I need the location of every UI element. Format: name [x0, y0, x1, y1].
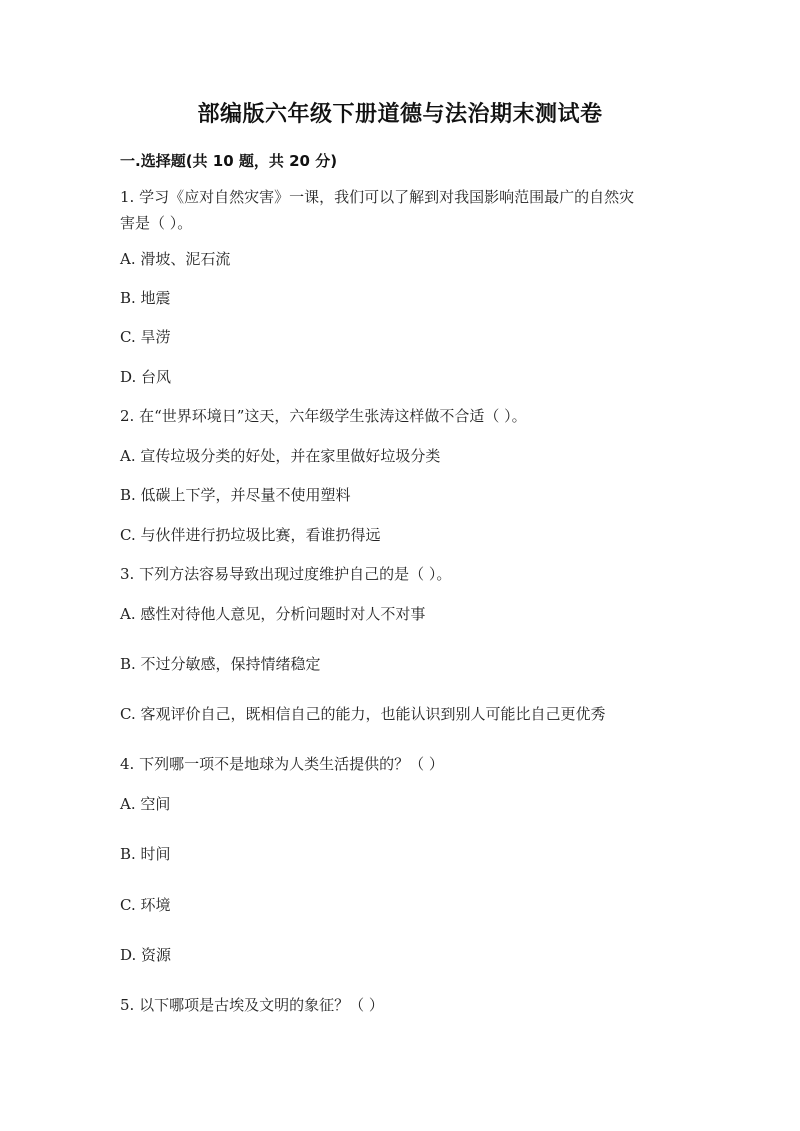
question-4-option-b: B. 时间 [120, 845, 171, 863]
question-3-stem: 3. 下列方法容易导致出现过度维护自己的是（ ）。 [120, 565, 452, 583]
question-2-stem: 2. 在“世界环境日”这天，六年级学生张涛这样做不合适（ ）。 [120, 407, 527, 425]
question-4-option-c: C. 环境 [120, 896, 171, 914]
page-title: 部编版六年级下册道德与法治期末测试卷 [197, 102, 603, 127]
question-2-option-b: B. 低碳上下学，并尽量不使用塑料 [120, 486, 351, 504]
question-3-option-b: B. 不过分敏感，保持情绪稳定 [120, 655, 321, 673]
question-1-option-c: C. 旱涝 [120, 328, 171, 346]
question-1-option-d: D. 台风 [120, 368, 172, 386]
question-4-option-d: D. 资源 [120, 946, 172, 964]
question-3-option-a: A. 感性对待他人意见，分析问题时对人不对事 [120, 605, 426, 623]
question-3-option-c: C. 客观评价自己，既相信自己的能力，也能认识到别人可能比自己更优秀 [120, 705, 606, 723]
question-1-option-a: A. 滑坡、泥石流 [120, 250, 231, 268]
question-1-stem-line-2: 害是（ ）。 [120, 214, 193, 232]
question-5-stem: 5. 以下哪项是古埃及文明的象征？（ ） [120, 996, 384, 1014]
question-1-stem-line-1: 1. 学习《应对自然灾害》一课，我们可以了解到对我国影响范围最广的自然灾 [120, 188, 635, 206]
question-2-option-a: A. 宣传垃圾分类的好处，并在家里做好垃圾分类 [120, 447, 441, 465]
question-4-stem: 4. 下列哪一项不是地球为人类生活提供的？（ ） [120, 755, 444, 773]
question-2-option-c: C. 与伙伴进行扔垃圾比赛，看谁扔得远 [120, 526, 381, 544]
question-4-option-a: A. 空间 [120, 795, 171, 813]
section-heading: 一.选择题(共 10 题，共 20 分) [120, 152, 338, 170]
question-1-option-b: B. 地震 [120, 289, 171, 307]
